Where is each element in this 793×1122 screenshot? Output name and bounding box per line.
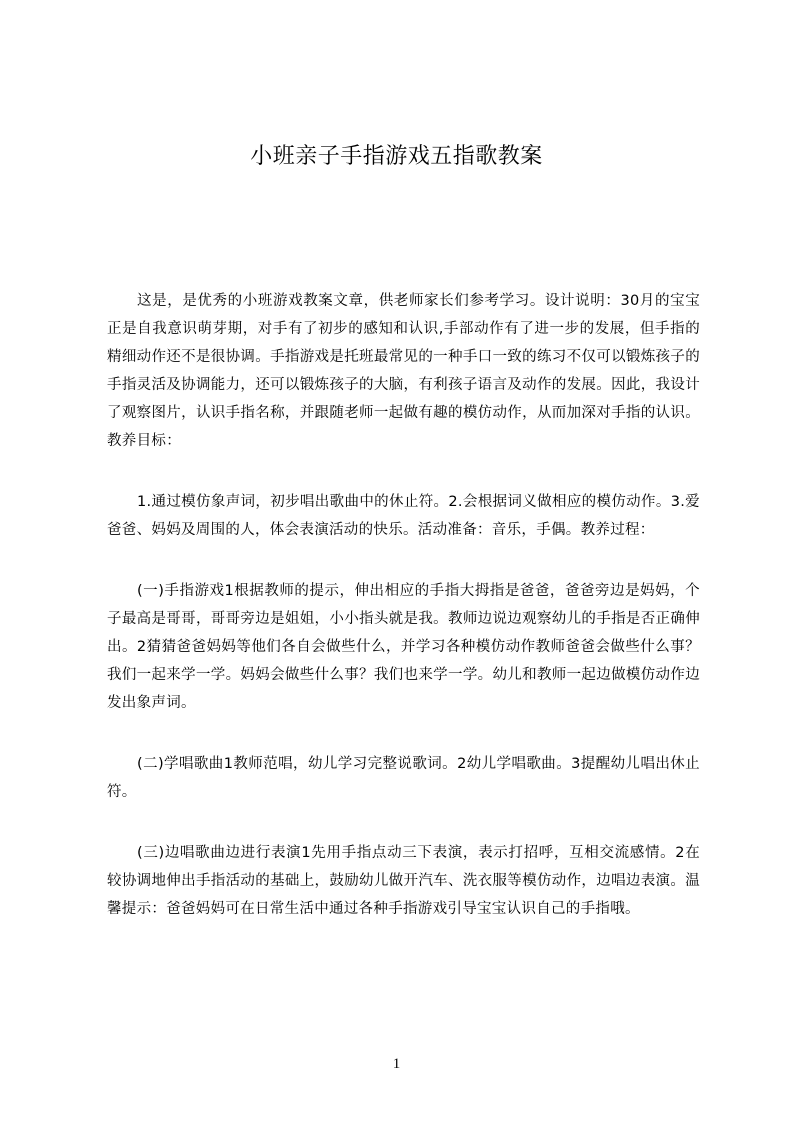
paragraph-goals: 1.通过模仿象声词，初步唱出歌曲中的休止符。2.会根据词义做相应的模仿动作。3.爱爸爸、妈妈及周围的人，体会表演活动的快乐。活动准备：音乐，手偶。教养过程：	[107, 494, 700, 538]
paragraph-finger-game: (一)手指游戏1根据教师的提示，伸出相应的手指大拇指是爸爸，爸爸旁边是妈妈，个子最高是哥哥，哥哥旁边是姐姐，小小指头就是我。教师边说边观察幼儿的手指是否正确伸出。2猜猜爸爸妈妈等他们各自会做些什么，并学习各种模仿动作教师爸爸会做些什么事？我们一起来学一学。妈妈会做些什么事？我们也来学一学。幼儿和教师一起边做模仿动作边发出象声词。	[107, 583, 700, 711]
document-body	[107, 287, 700, 956]
page-number: 1	[392, 1056, 401, 1072]
paragraph-learn-song: (二)学唱歌曲1教师范唱，幼儿学习完整说歌词。2幼儿学唱歌曲。3提醒幼儿唱出休止符。	[107, 756, 700, 800]
paragraph-perform: (三)边唱歌曲边进行表演1先用手指点动三下表演，表示打招呼，互相交流感情。2在较协调地伸出手指活动的基础上，鼓励幼儿做开汽车、洗衣服等模仿动作，边唱边表演。温馨提示：爸爸妈妈可在日常生活中通过各种手指游戏引导宝宝认识自己的手指哦。	[107, 845, 700, 917]
document-title: 小班亲子手指游戏五指歌教案	[250, 144, 543, 169]
paragraph-design-notes: 这是，是优秀的小班游戏教案文章，供老师家长们参考学习。设计说明：30月的宝宝正是自我意识萌芽期，对手有了初步的感知和认识,手部动作有了进一步的发展，但手指的精细动作还不是很协调。手指游戏是托班最常见的一种手口一致的练习不仅可以锻炼孩子的手指灵活及协调能力，还可以锻炼孩子的大脑，有利孩子语言及动作的发展。因此，我设计了观察图片，认识手指名称，并跟随老师一起做有趣的模仿动作，从而加深对手指的认识。教养目标：	[107, 293, 700, 449]
